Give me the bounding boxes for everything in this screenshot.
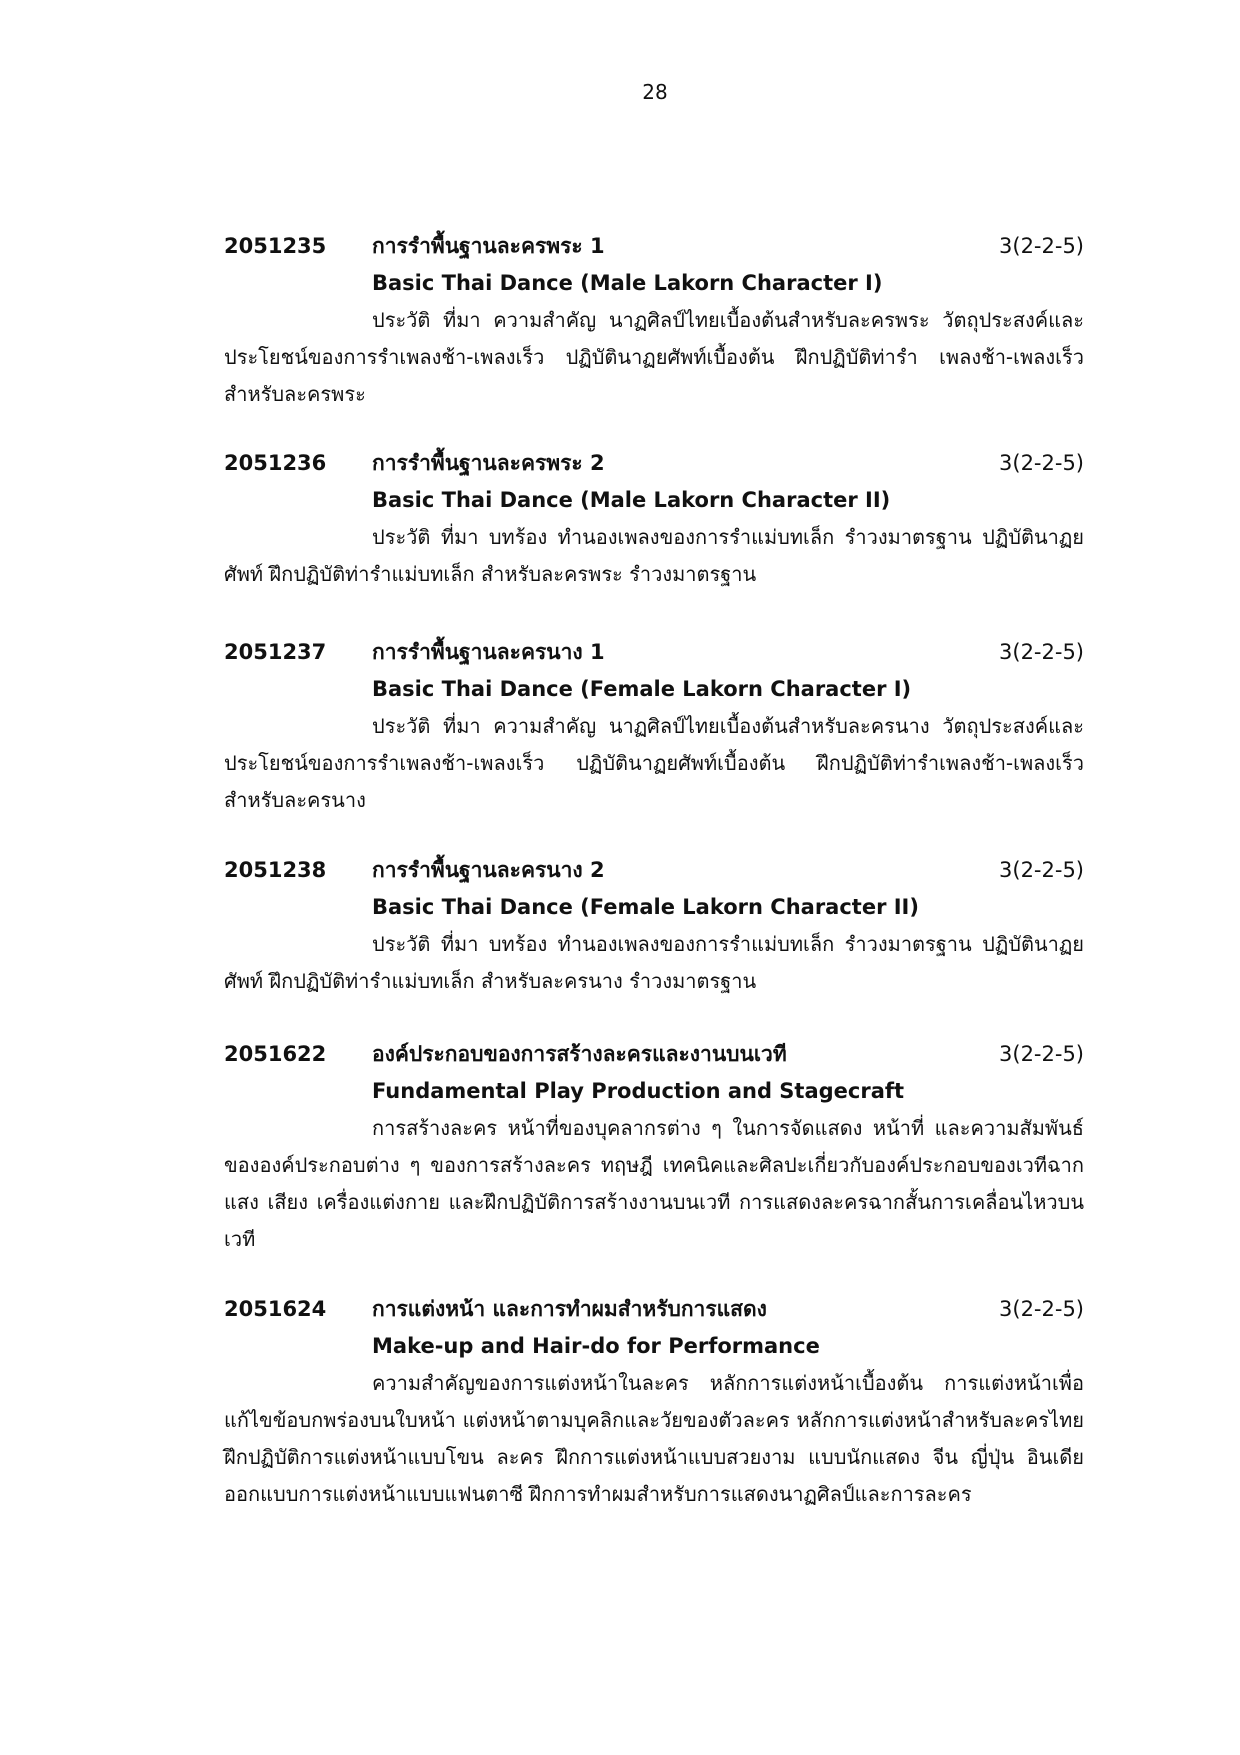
course-code: 2051238 — [224, 858, 327, 882]
course-entry — [224, 1291, 1084, 1513]
course-entry — [224, 852, 1084, 1000]
course-name-th: การรำพื้นฐานละครนาง 1 — [372, 640, 605, 664]
course-code: 2051235 — [224, 234, 327, 258]
course-name-en: Basic Thai Dance (Male Lakorn Character II) — [372, 488, 891, 512]
course-name-th: การรำพื้นฐานละครพระ 2 — [372, 451, 605, 475]
course-entry — [224, 1036, 1084, 1258]
course-credits: 3(2-2-5) — [999, 858, 1084, 882]
course-code: 2051237 — [224, 640, 327, 664]
course-name-th: การรำพื้นฐานละครพระ 1 — [372, 234, 605, 258]
course-header — [224, 852, 1084, 889]
course-header — [224, 634, 1084, 671]
course-entry — [224, 228, 1084, 413]
course-header — [224, 1291, 1084, 1328]
course-description: ประวัติ ที่มา ความสำคัญ นาฏศิลป์ไทยเบื้องต้นสำหรับละครนาง วัตถุประสงค์และประโยชน์ของการรำเพลงช้า-เพลงเร็ว ปฏิบัตินาฏยศัพท์เบื้องต้น ฝึกปฏิบัติท่ารำเพลงช้า-เพลงเร็วสำหรับละครนาง — [224, 714, 1084, 812]
course-entry — [224, 445, 1084, 593]
course-code: 2051622 — [224, 1042, 327, 1066]
course-description: ความสำคัญของการแต่งหน้าในละคร หลักการแต่งหน้าเบื้องต้น การแต่งหน้าเพื่อแก้ไขข้อบกพร่องบนใบหน้า แต่งหน้าตามบุคลิกและวัยของตัวละคร หลักการแต่งหน้าสำหรับละครไทย ฝึกปฏิบัติการแต่งหน้าแบบโขน ละคร ฝึกการแต่งหน้าแบบสวยงาม แบบนักแสดง จีน ญี่ปุ่น อินเดีย ออกแบบการแต่งหน้าแบบแฟนตาซี ฝึกการทำผมสำหรับการแสดงนาฏศิลป์และการละคร — [224, 1371, 1084, 1506]
course-description: ประวัติ ที่มา บทร้อง ทำนองเพลงของการรำแม่บทเล็ก รำวงมาตรฐาน ปฏิบัตินาฏยศัพท์ ฝึกปฏิบัติท่ารำแม่บทเล็ก สำหรับละครพระ รำวงมาตรฐาน — [224, 525, 1084, 586]
course-name-en: Basic Thai Dance (Female Lakorn Character II) — [372, 895, 919, 919]
course-name-en: Basic Thai Dance (Female Lakorn Character I) — [372, 677, 912, 701]
course-description: ประวัติ ที่มา ความสำคัญ นาฏศิลป์ไทยเบื้องต้นสำหรับละครพระ วัตถุประสงค์และประโยชน์ของการรำเพลงช้า-เพลงเร็ว ปฏิบัตินาฏยศัพท์เบื้องต้น ฝึกปฏิบัติท่ารำ เพลงช้า-เพลงเร็วสำหรับละครพระ — [224, 308, 1084, 406]
course-header — [224, 228, 1084, 265]
course-description: การสร้างละคร หน้าที่ของบุคลากรต่าง ๆ ในการจัดแสดง หน้าที่ และความสัมพันธ์ขององค์ประกอบต่าง ๆ ของการสร้างละคร ทฤษฎี เทคนิคและศิลปะเกี่ยวกับองค์ประกอบของเวทีฉาก แสง เสียง เครื่องแต่งกาย และฝึกปฏิบัติการสร้างงานบนเวที การแสดงละครฉากสั้นการเคลื่อนไหวบนเวที — [224, 1116, 1084, 1251]
course-code: 2051236 — [224, 451, 327, 475]
course-name-th: การแต่งหน้า และการทำผมสำหรับการแสดง — [372, 1297, 767, 1321]
course-credits: 3(2-2-5) — [999, 1042, 1084, 1066]
course-header — [224, 1036, 1084, 1073]
course-credits: 3(2-2-5) — [999, 640, 1084, 664]
course-credits: 3(2-2-5) — [999, 1297, 1084, 1321]
course-header — [224, 445, 1084, 482]
course-name-en: Basic Thai Dance (Male Lakorn Character I) — [372, 271, 883, 295]
course-credits: 3(2-2-5) — [999, 451, 1084, 475]
course-name-en: Fundamental Play Production and Stagecraft — [372, 1079, 905, 1103]
course-name-en: Make-up and Hair-do for Performance — [372, 1334, 820, 1358]
course-description: ประวัติ ที่มา บทร้อง ทำนองเพลงของการรำแม่บทเล็ก รำวงมาตรฐาน ปฏิบัตินาฏยศัพท์ ฝึกปฏิบัติท่ารำแม่บทเล็ก สำหรับละครนาง รำวงมาตรฐาน — [224, 932, 1084, 993]
page-number: 28 — [642, 80, 668, 104]
course-name-th: องค์ประกอบของการสร้างละครและงานบนเวที — [372, 1042, 787, 1066]
course-credits: 3(2-2-5) — [999, 234, 1084, 258]
course-entry — [224, 634, 1084, 819]
course-code: 2051624 — [224, 1297, 327, 1321]
course-name-th: การรำพื้นฐานละครนาง 2 — [372, 858, 605, 882]
